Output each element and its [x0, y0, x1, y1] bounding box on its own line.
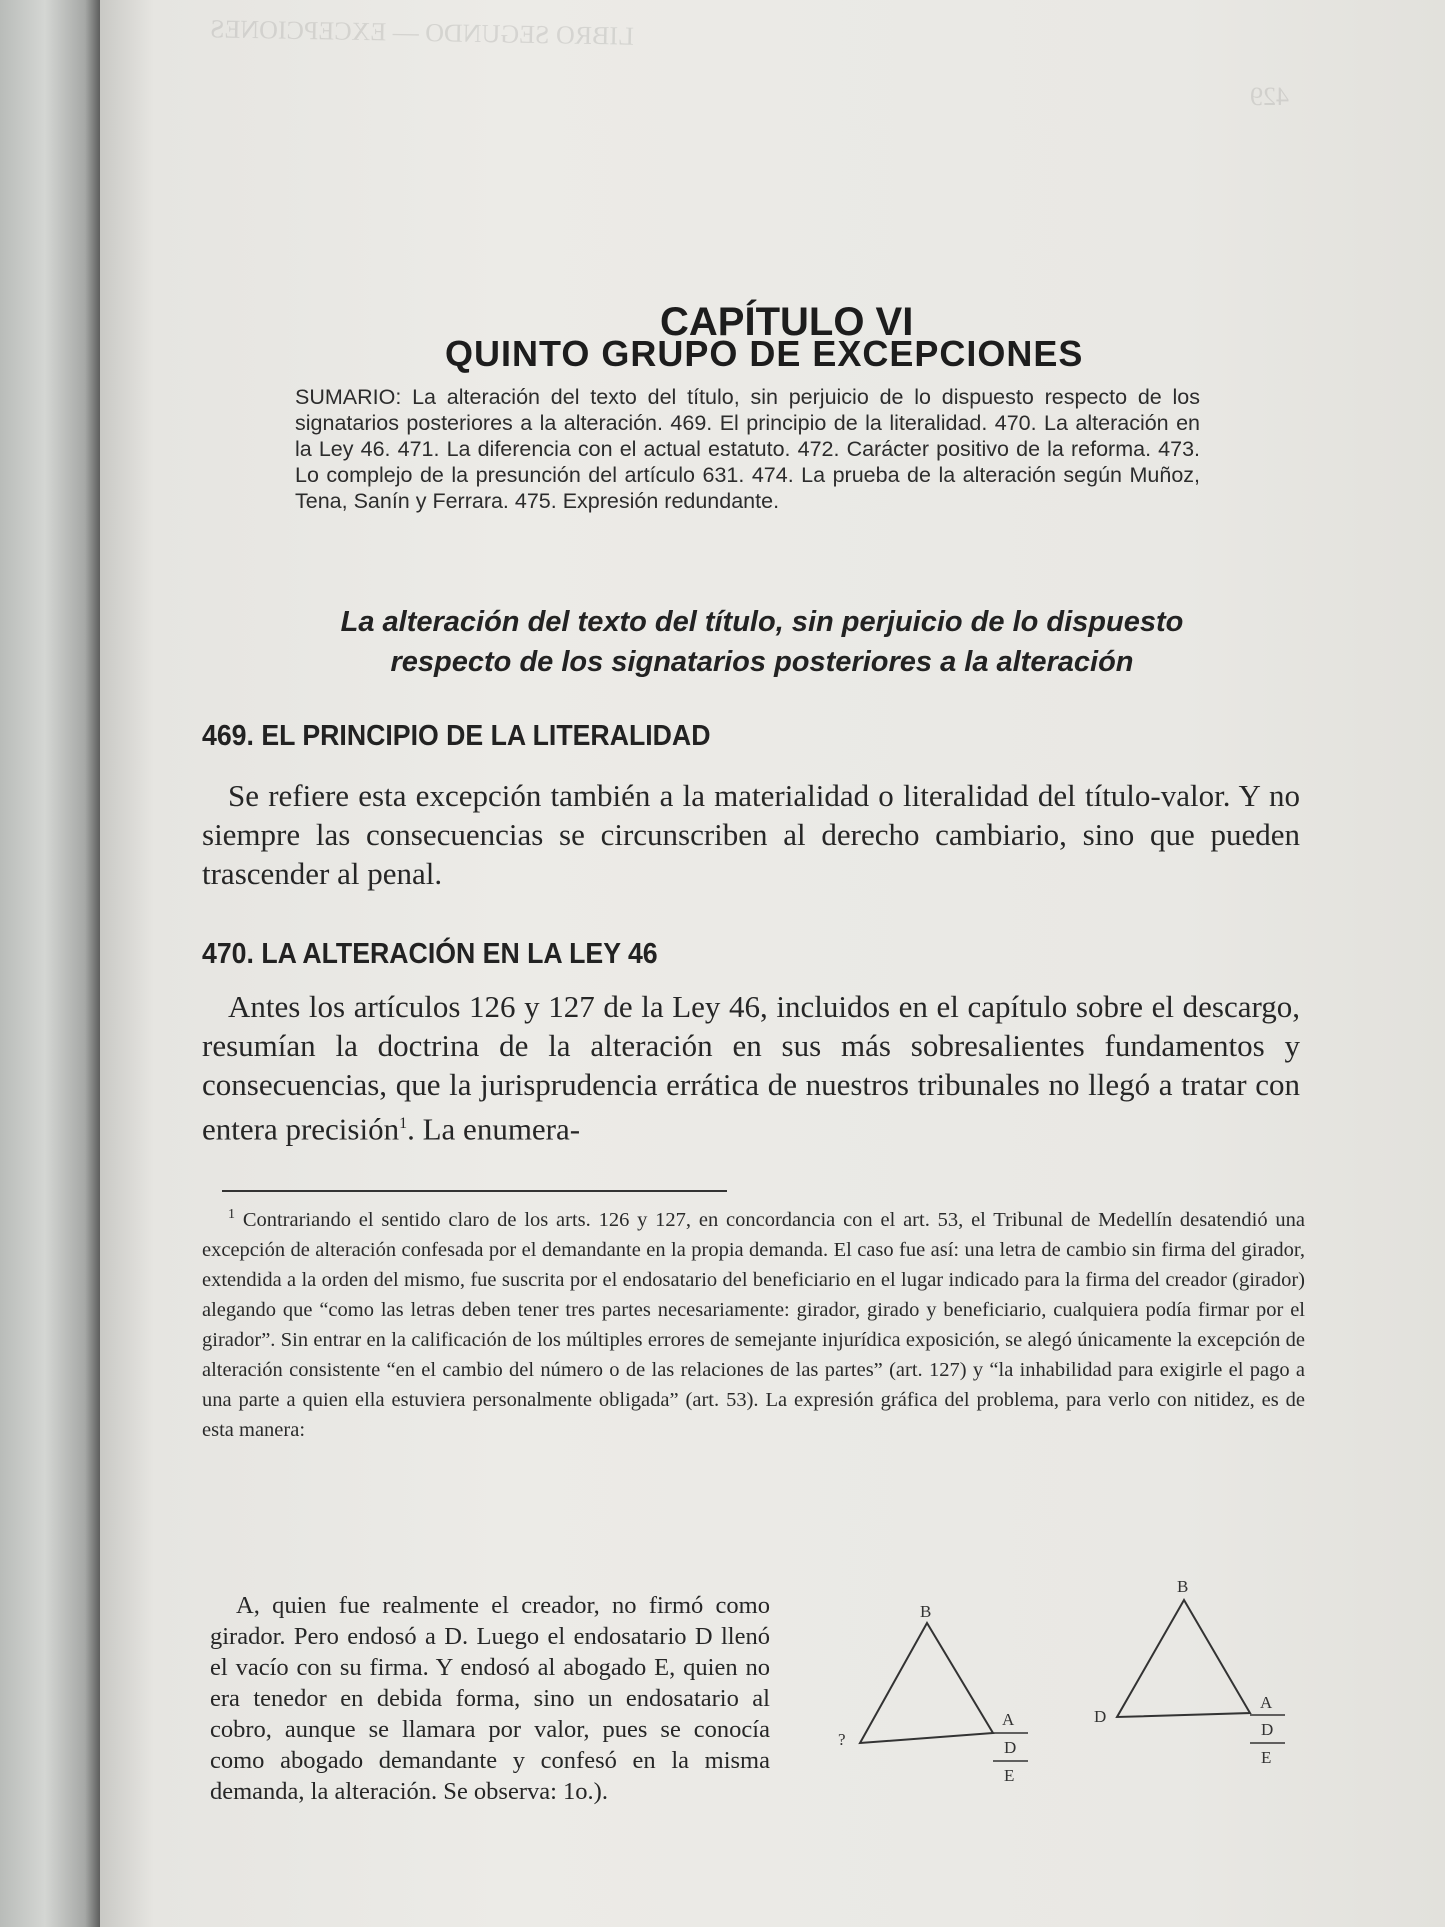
section-heading: [222, 602, 1302, 682]
diagram-1-label-left: ?: [838, 1730, 846, 1749]
section-heading-line-2: respecto de los signatarios posteriores a la alteración: [390, 646, 1134, 678]
chapter-number: CAPÍTULO VI: [660, 300, 914, 344]
chapter-title: QUINTO GRUPO DE EXCEPCIONES: [445, 333, 1084, 374]
footnote-continuation: A, quien fue realmente el creador, no firmó como girador. Pero endosó a D. Luego el endosatario D llenó el vacío con su firma. Y endosó al abogado E, quien no era tenedor en debida forma, sino un endosatario al cobro, aunque se llamara por valor, pues se conocía como abogado demandante y confesó en la misma demanda, la alteración. Se observa: 1o.).: [210, 1592, 770, 1805]
heading-469: 469. EL PRINCIPIO DE LA LITERALIDAD: [202, 720, 711, 752]
triangle-diagram-2: [1080, 1565, 1310, 1795]
footnote-mark: 1: [228, 1207, 235, 1222]
bleed-through-header: LIBRO SEGUNDO — EXCEPCIONES: [209, 14, 635, 51]
triangle-2-shape: [1117, 1600, 1250, 1717]
paragraph-470-text: Antes los artículos 126 y 127 de la Ley 46, incluidos en el capítulo sobre el descargo, resumían la doctrina de la alteración en sus más sobresalientes fundamentos y consecuencias, que la jurisprudencia errática de nuestros tribunales no llegó a tratar con entera precisión: [202, 989, 1300, 1147]
footnote-text: Contrariando el sentido claro de los arts. 126 y 127, en concordancia con el art. 53, el Tribunal de Medellín desatendió una excepción de alteración confesada por el demandante en la propia demanda. El caso fue así: una letra de cambio sin firma del girador, extendida a la orden del mismo, fue suscrita por el endosatario del beneficiario en el lugar indicado para la firma del creador (girador) alegando que “como las letras deben tener tres partes necesariamente: girador, girado y beneficiario, cualquiera podía firmar por el girador”. Sin entrar en la calificación de los múltiples errores de semejante injurídica exposición, se alegó únicamente la excepción de alteración consistente “en el cambio del número o de las relaciones de las partes” (art. 127) y “la inhabilidad para exigirle el pago a una parte a quien ella estuviera personalmente obligada” (art. 53). La expresión gráfica del problema, para verlo con nitidez, es de esta manera:: [202, 1208, 1305, 1441]
diagram-2-label-stack-2: E: [1261, 1748, 1272, 1767]
paragraph-470-end: . La enumera-: [407, 1111, 581, 1147]
diagram-1-label-right: A: [1002, 1710, 1015, 1729]
footnote-rule: [222, 1190, 727, 1192]
diagram-2-label-stack-1: D: [1261, 1720, 1274, 1739]
triangle-diagram-1: [830, 1585, 1050, 1805]
heading-470: 470. LA ALTERACIÓN EN LA LEY 46: [202, 938, 658, 970]
diagram-2-label-right: A: [1260, 1693, 1273, 1712]
diagram-1-label-stack-1: D: [1004, 1738, 1017, 1757]
triangle-1-shape: [860, 1623, 993, 1743]
footnote: [202, 1200, 1305, 1445]
diagram-1-label-top: B: [920, 1602, 932, 1621]
diagram-2-label-left: D: [1094, 1707, 1107, 1726]
diagram-2-label-top: B: [1177, 1577, 1189, 1596]
diagram-1-label-stack-2: E: [1004, 1766, 1015, 1785]
paragraph-469: Se refiere esta excepción también a la materialidad o literalidad del título-valor. Y no siempre las consecuencias se circunscriben al derecho cambiario, sino que pueden trascender al penal.: [202, 778, 1300, 891]
paragraph-470: [202, 987, 1300, 1148]
footnote-reference: 1: [399, 1115, 408, 1132]
left-page-edge: [0, 0, 100, 1927]
chapter-summary: SUMARIO: La alteración del texto del título, sin perjuicio de lo dispuesto respecto de los signatarios posteriores a la alteración. 469. El principio de la literalidad. 470. La alteración en la Ley 46. 471. La diferencia con el actual estatuto. 472. Carácter positivo de la reforma. 473. Lo complejo de la presunción del artículo 631. 474. La prueba de la alteración según Muñoz, Tena, Sanín y Ferrara. 475. Expresión redundante.: [295, 385, 1200, 513]
bleed-through-page-number: 429: [1250, 82, 1289, 111]
section-heading-line-1: La alteración del texto del título, sin perjuicio de lo dispuesto: [340, 606, 1184, 638]
